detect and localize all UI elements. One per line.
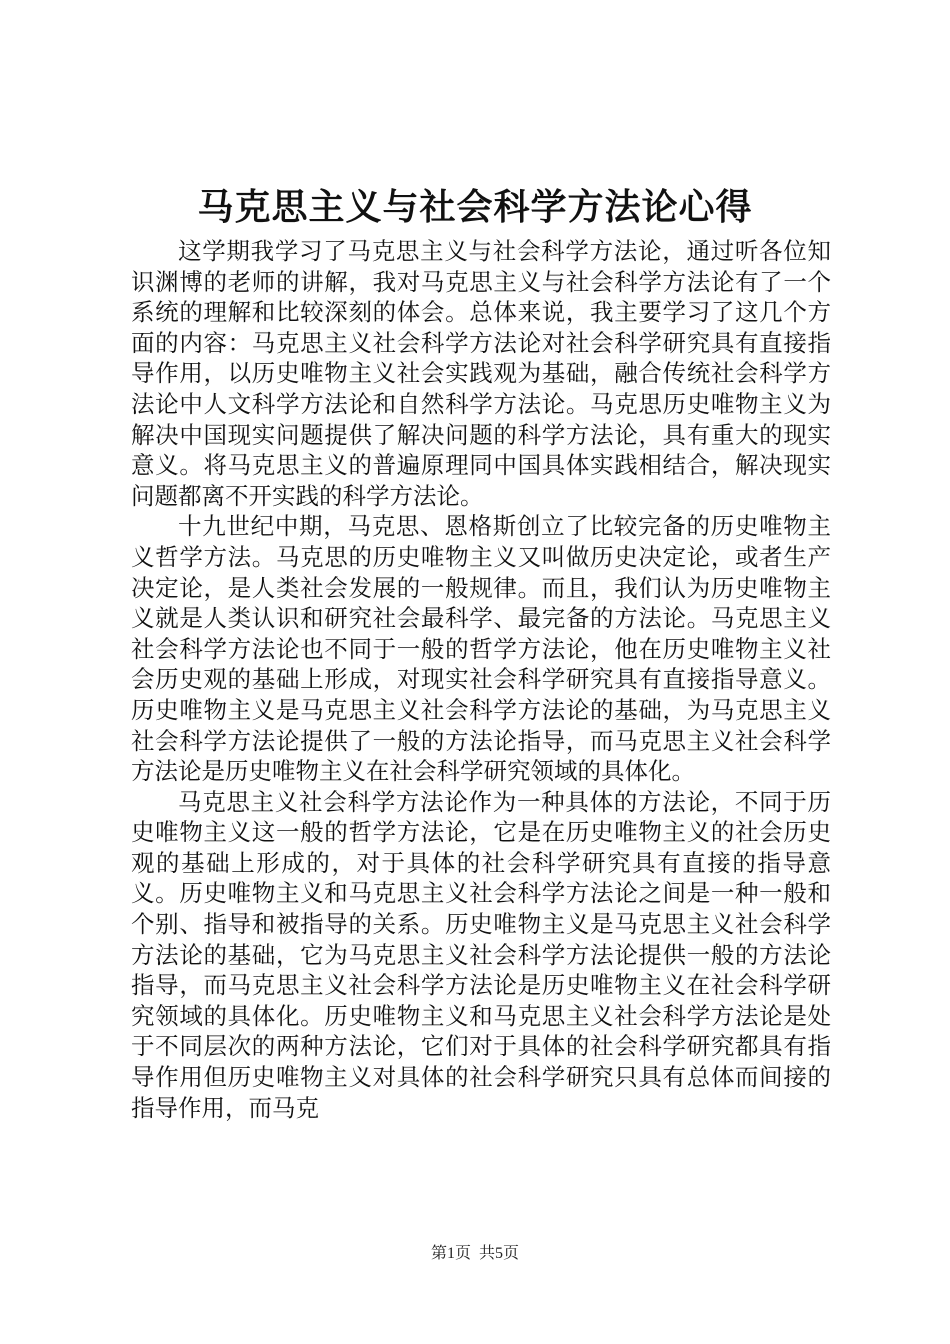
page-footer	[0, 1243, 950, 1265]
paragraph-1: 这学期我学习了马克思主义与社会科学方法论，通过听各位知识渊博的老师的讲解，我对马克思主义与社会科学方法论有了一个系统的理解和比较深刻的体会。总体来说，我主要学习了这几个方面的内容：马克思主义社会科学方法论对社会科学研究具有直接指导作用，以历史唯物主义社会实践观为基础，融合传统社会科学方法论中人文科学方法论和自然科学方法论。马克思历史唯物主义为解决中国现实问题提供了解决问题的科学方法论，具有重大的现实意义。将马克思主义的普遍原理同中国具体实践相结合，解决现实问题都离不开实践的科学方法论。	[131, 237, 831, 510]
page-number: 第1页	[430, 1245, 471, 1262]
paragraph-3: 马克思主义社会科学方法论作为一种具体的方法论，不同于历史唯物主义这一般的哲学方法论，它是在历史唯物主义的社会历史观的基础上形成的，对于具体的社会科学研究具有直接的指导意义。历史唯物主义和马克思主义社会科学方法论之间是一种一般和个别、指导和被指导的关系。历史唯物主义是马克思主义社会科学方法论的基础，它为马克思主义社会科学方法论提供一般的方法论指导，而马克思主义社会科学方法论是历史唯物主义在社会科学研究领域的具体化。历史唯物主义和马克思主义社会科学方法论是处于不同层次的两种方法论，它们对于具体的社会科学研究都具有指导作用但历史唯物主义对具体的社会科学研究只具有总体而间接的指导作用，而马克	[131, 787, 831, 1122]
document-body	[131, 236, 831, 1123]
page-total: 共5页	[479, 1245, 520, 1262]
document-title: 马克思主义与社会科学方法论心得	[197, 187, 753, 228]
paragraph-2: 十九世纪中期，马克思、恩格斯创立了比较完备的历史唯物主义哲学方法。马克思的历史唯物主义又叫做历史决定论，或者生产决定论，是人类社会发展的一般规律。而且，我们认为历史唯物主义就是人类认识和研究社会最科学、最完备的方法论。马克思主义社会科学方法论也不同于一般的哲学方法论，他在历史唯物主义社会历史观的基础上形成，对现实社会科学研究具有直接指导意义。历史唯物主义是马克思主义社会科学方法论的基础，为马克思主义社会科学方法论提供了一般的方法论指导，而马克思主义社会科学方法论是历史唯物主义在社会科学研究领域的具体化。	[131, 512, 831, 786]
